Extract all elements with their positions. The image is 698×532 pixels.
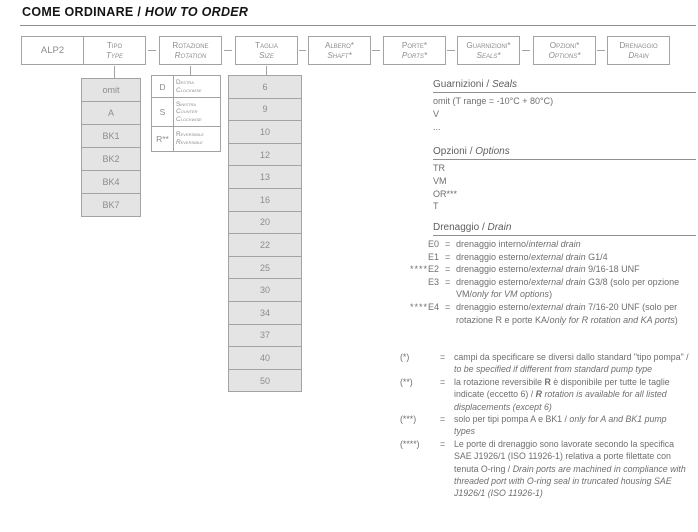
text-segment: solo per tipi pompa A e BK1 / (454, 414, 570, 425)
field-label-en: Size (259, 50, 274, 60)
size-option-cell: 20 (228, 211, 302, 235)
footnotes-list (400, 351, 696, 500)
box-link-dash (299, 50, 306, 51)
options-heading (433, 146, 696, 160)
text-segment: G1/4 (585, 251, 608, 262)
drain-entries-list (400, 238, 696, 326)
drain-entry-code: E2 (428, 264, 440, 275)
footnote-label: (***) (400, 414, 417, 425)
order-field-box (457, 36, 520, 65)
drain-entry (400, 238, 696, 251)
text-segment: rotation is available for all listed displacements (except 6) (454, 389, 667, 412)
footnote-label: (****) (400, 438, 420, 449)
rotation-description-line: Destra (176, 78, 194, 86)
field-label-it: Drenaggio (619, 41, 658, 50)
text-segment: drenaggio interno/ (456, 239, 529, 249)
size-option-cell: 50 (228, 369, 302, 393)
column-connector-line (114, 66, 115, 78)
footnote (400, 351, 696, 376)
drain-entry (400, 301, 696, 326)
order-field-box (235, 36, 298, 65)
text-segment: campi da specificare se diversi dallo standard "tipo pompa" / (454, 352, 689, 362)
options-heading-it: Opzioni (433, 146, 467, 157)
drain-entry-text (456, 301, 696, 326)
order-field-box (533, 36, 596, 65)
order-field-box (383, 36, 446, 65)
page-title (22, 5, 248, 19)
drain-entry-code: E0 (428, 239, 440, 249)
field-label-it: Opzioni* (549, 41, 580, 50)
drain-entry-text (456, 251, 696, 264)
box-link-dash (148, 50, 156, 51)
field-label-en: Type (105, 50, 123, 60)
rotation-description-line: Sinistra (176, 100, 197, 108)
drain-entry (400, 263, 696, 276)
footnote-text (454, 413, 696, 438)
text-segment: la rotazione reversibile (454, 376, 545, 387)
text-segment: only for VM options (472, 289, 550, 300)
drain-entry-equals: = (445, 301, 451, 312)
field-label-en: Options* (548, 50, 581, 60)
text-segment: external drain (531, 301, 586, 312)
options-heading-separator: / (469, 146, 473, 157)
drain-entry (400, 276, 696, 301)
footnote-text (454, 376, 696, 413)
size-option-cell: 22 (228, 233, 302, 257)
box-link-dash (224, 50, 232, 51)
rotation-row (152, 76, 220, 98)
drain-entry-code: E1 (428, 251, 440, 262)
drain-entry-asterisks (400, 276, 428, 301)
tipo-option-cell: BK2 (81, 147, 141, 171)
options-list (433, 162, 696, 213)
options-section (433, 146, 696, 213)
box-link-dash (447, 50, 455, 51)
size-option-cell: 6 (228, 75, 302, 99)
title-rule (20, 25, 696, 26)
seals-option: V (433, 108, 440, 119)
size-options-column (228, 75, 302, 392)
tipo-options-column (81, 78, 141, 217)
drain-entry-text (456, 238, 696, 251)
field-label-it: Rotazione (172, 41, 209, 50)
text-segment: è disponibile per tutte le taglie indicate (eccetto 6) / (454, 376, 670, 400)
seals-heading-it: Guarnizioni (433, 79, 484, 90)
size-option-cell: 37 (228, 324, 302, 348)
drain-heading-en: Drain (487, 222, 512, 233)
size-option-cell: 9 (228, 98, 302, 122)
box-link-dash (522, 50, 530, 51)
options-option: T (433, 201, 439, 212)
footnote (400, 376, 696, 413)
text-segment: drenaggio esterno/ (456, 264, 532, 275)
seals-option: omit (T range = -10°C + 80°C) (433, 96, 554, 106)
rotation-code-cell: D (152, 76, 174, 97)
text-segment: 9/16-18 UNF (585, 264, 640, 275)
rotation-description-line: Counter (176, 108, 198, 116)
drain-heading-it: Drenaggio (433, 222, 480, 233)
rotation-description-cell (174, 76, 220, 97)
size-option-cell: 25 (228, 256, 302, 280)
rotation-description-line: Clockwise (176, 86, 202, 94)
text-segment: only for A and BK1 pump types (454, 414, 667, 437)
tipo-option-cell: omit (81, 78, 141, 102)
rotation-code-cell: S (152, 98, 174, 126)
text-segment: external drain (531, 264, 586, 275)
size-option-cell: 30 (228, 278, 302, 302)
text-segment: Drain ports are machined in compliance with threaded port with O-ring seal in truncated housing SAE J1926/1 (ISO 11926-1) (454, 463, 686, 499)
field-label-en: Drain (628, 50, 649, 60)
footnote-label: (**) (400, 376, 413, 387)
order-field-box: ALP2 (21, 36, 84, 65)
drain-entry (400, 251, 696, 264)
drain-entry-text (456, 263, 696, 276)
size-option-cell: 12 (228, 143, 302, 167)
seals-option: ... (433, 121, 441, 132)
footnote-equals: = (440, 438, 446, 449)
text-segment: Le porte di drenaggio sono lavorate secondo la specifica SAE J1926/1 (ISO 11926-1) relativa a porte filettate con tenuta O-ring / (454, 438, 675, 474)
tipo-option-cell: BK1 (81, 124, 141, 148)
drain-entry-code: E4 (428, 301, 440, 312)
seals-options-list (433, 95, 696, 133)
text-segment: only for R rotation and KA ports (549, 314, 675, 325)
options-option: OR*** (433, 188, 458, 199)
page-title-it: COME ORDINARE (22, 5, 134, 19)
seals-section (433, 79, 696, 133)
text-segment: 7/16-20 UNF (solo per rotazione R e porte KA/ (456, 301, 678, 325)
drain-heading (433, 222, 696, 236)
text-segment: drenaggio esterno/ (456, 251, 532, 262)
size-option-cell: 34 (228, 301, 302, 325)
tipo-option-cell: A (81, 101, 141, 125)
field-label-en: Ports* (401, 50, 428, 60)
text-segment: external drain (531, 251, 586, 262)
options-heading-en: Options (475, 146, 510, 157)
footnote-text (454, 438, 696, 500)
title-separator: / (137, 5, 142, 19)
field-label-it: Albero* (325, 41, 354, 50)
field-label-it: Porte* (401, 41, 428, 50)
field-label-it: Guarnizioni* (466, 41, 511, 50)
rotation-row (152, 98, 220, 127)
rotation-description-line: Clockwise (176, 115, 202, 123)
drain-entry-text (456, 276, 696, 301)
text-segment: to be specified if different from standard pump type (454, 364, 653, 375)
field-label-en: Rotation (174, 50, 207, 60)
rotation-description-cell (174, 127, 220, 151)
size-option-cell: 13 (228, 165, 302, 189)
drain-entry-code: E3 (428, 276, 440, 287)
rotation-description-cell (174, 98, 220, 126)
footnote (400, 438, 696, 500)
tipo-option-cell: BK4 (81, 170, 141, 194)
drain-entry-asterisks: **** (409, 301, 428, 312)
column-connector-line (190, 66, 191, 75)
order-field-box (607, 36, 670, 65)
footnote-text (454, 351, 696, 376)
rotation-code-cell: R** (152, 127, 174, 151)
drain-entry-asterisks: **** (409, 264, 428, 275)
seals-heading-en: Seals (491, 79, 517, 90)
footnote-label: (*) (400, 352, 410, 362)
order-field-box (308, 36, 371, 65)
drain-entry-equals: = (445, 276, 451, 287)
field-label-it: Tipo (106, 41, 123, 50)
rotation-description-line: Reversibile (176, 131, 204, 139)
options-option: VM (433, 175, 447, 186)
text-segment: R (544, 376, 551, 387)
drain-entry-asterisks (400, 238, 428, 251)
text-segment: ) (674, 314, 678, 325)
text-segment: internal drain (528, 239, 581, 249)
size-option-cell: 10 (228, 120, 302, 144)
text-segment: G3/8 (solo per opzione VM/ (456, 276, 680, 300)
footnote (400, 413, 696, 438)
column-connector-line (266, 66, 267, 75)
text-segment: ) (549, 289, 553, 300)
rotation-options-table (151, 75, 221, 152)
field-label-en: Seals* (476, 50, 501, 60)
size-option-cell: 40 (228, 346, 302, 370)
rotation-row (152, 127, 220, 151)
page-title-en: HOW TO ORDER (144, 5, 249, 19)
drain-entry-equals: = (445, 264, 451, 275)
options-option: TR (433, 163, 445, 173)
rotation-description-line: Reversible (176, 139, 203, 146)
text-segment: R (535, 389, 543, 400)
drain-entry-equals: = (445, 239, 451, 249)
order-field-box (159, 36, 222, 65)
tipo-option-cell: BK7 (81, 193, 141, 217)
field-label-it: Taglia (255, 41, 278, 50)
footnote-equals: = (440, 414, 446, 425)
seals-heading-separator: / (486, 79, 490, 90)
box-link-dash (372, 50, 380, 51)
footnote-equals: = (440, 376, 446, 387)
drain-heading-separator: / (481, 222, 485, 233)
text-segment: drenaggio esterno/ (456, 301, 532, 312)
box-link-dash (597, 50, 605, 51)
drain-entry-equals: = (445, 251, 451, 262)
field-label-en: Shaft* (327, 50, 352, 60)
text-segment: external drain (531, 276, 586, 287)
text-segment: drenaggio esterno/ (456, 276, 532, 287)
drain-section (400, 222, 696, 326)
order-field-box (83, 36, 146, 65)
footnote-equals: = (440, 352, 446, 362)
seals-heading (433, 79, 696, 93)
size-option-cell: 16 (228, 188, 302, 212)
drain-entry-asterisks (400, 251, 428, 264)
